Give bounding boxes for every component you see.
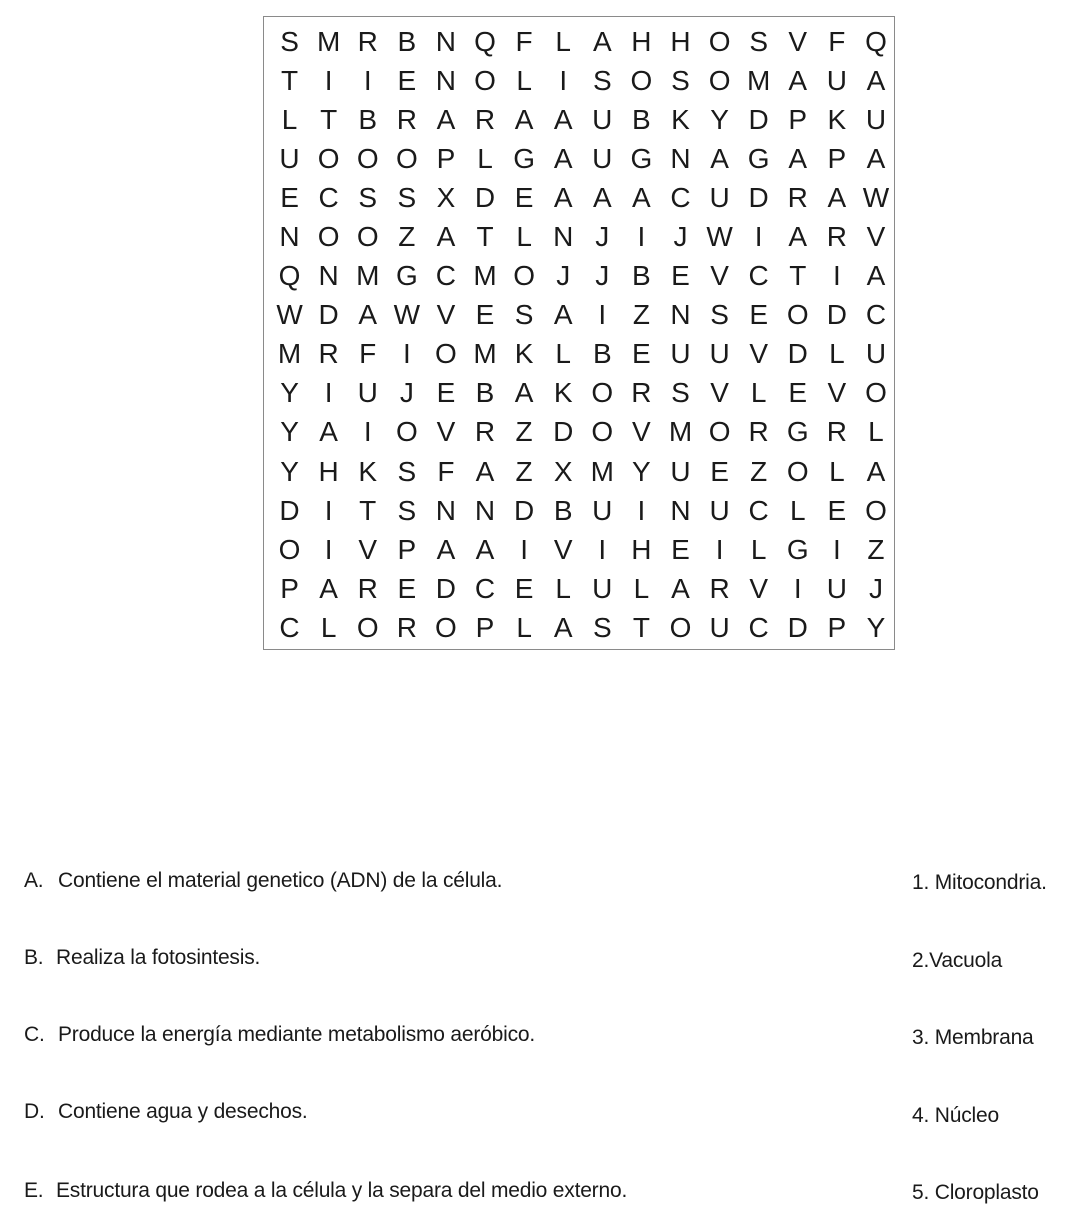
grid-letter: I — [363, 64, 372, 96]
grid-letter: L — [555, 572, 571, 604]
grid-letter: A — [553, 181, 573, 213]
grid-letter: A — [436, 221, 456, 253]
grid-letter: L — [555, 25, 571, 57]
grid-letter: B — [632, 260, 651, 292]
grid-letter: A — [553, 103, 573, 135]
grid-letter: E — [827, 494, 847, 526]
grid-letter: K — [514, 338, 534, 370]
grid-letter: I — [598, 299, 607, 331]
grid-letter: V — [710, 377, 729, 409]
grid-letter: O — [278, 533, 301, 565]
grid-letter: A — [592, 181, 612, 213]
grid-letter: B — [632, 103, 651, 135]
grid-letter: V — [749, 338, 769, 370]
grid-letter: A — [475, 455, 495, 487]
grid-letter: Q — [278, 260, 301, 292]
grid-letter: L — [633, 572, 650, 604]
grid-letter: F — [437, 455, 455, 487]
grid-letter: E — [475, 299, 495, 331]
grid-letter: T — [280, 64, 299, 96]
grid-letter: R — [709, 572, 730, 604]
grid-letter: U — [865, 338, 887, 370]
grid-letter: J — [595, 260, 610, 292]
grid-letter: U — [709, 494, 730, 526]
grid-letter: P — [436, 142, 456, 174]
grid-letter: V — [749, 572, 769, 604]
grid-letter: I — [598, 533, 607, 565]
grid-letter: Y — [280, 455, 299, 487]
grid-letter: H — [670, 25, 691, 57]
grid-letter: P — [827, 142, 847, 174]
grid-letter: P — [280, 572, 299, 604]
grid-letter: N — [670, 142, 691, 174]
grid-letter: A — [671, 572, 690, 604]
grid-letter: O — [356, 142, 379, 174]
grid-letter: Z — [867, 533, 885, 565]
grid-letter: I — [637, 221, 646, 253]
grid-letter: O — [708, 25, 731, 57]
grid-letter: O — [317, 142, 340, 174]
clue-text: Estructura que rodea a la célula y la separa del medio externo. — [56, 1179, 628, 1202]
grid-letter: P — [827, 611, 847, 643]
grid-letter: T — [632, 611, 650, 643]
grid-letter: A — [788, 142, 808, 174]
clue-text: Realiza la fotosintesis. — [56, 946, 261, 969]
grid-letter: A — [632, 181, 651, 213]
grid-letter: A — [514, 377, 534, 409]
clue-b — [24, 946, 260, 970]
grid-letter: Y — [632, 455, 651, 487]
grid-letter: U — [709, 181, 730, 213]
grid-letter: A — [788, 221, 808, 253]
grid-letter: Y — [866, 611, 886, 643]
grid-letter: G — [747, 142, 770, 174]
grid-letter: C — [748, 494, 769, 526]
grid-letter: R — [396, 611, 417, 643]
grid-letter: H — [631, 25, 652, 57]
grid-letter: O — [435, 338, 457, 370]
grid-letter: U — [670, 455, 691, 487]
grid-letter: O — [395, 142, 418, 174]
grid-letter: J — [399, 377, 414, 409]
grid-letter: K — [671, 103, 690, 135]
grid-letter: I — [715, 533, 724, 565]
grid-letter: X — [553, 455, 573, 487]
grid-letter: Z — [632, 299, 650, 331]
grid-letter: T — [359, 494, 377, 526]
grid-letter: S — [592, 611, 612, 643]
grid-letter: E — [632, 338, 651, 370]
grid-letter: E — [671, 533, 690, 565]
grid-letter: L — [750, 533, 767, 565]
grid-letter: D — [748, 103, 769, 135]
grid-letter: I — [559, 64, 568, 96]
grid-letter: N — [279, 221, 300, 253]
grid-letter: U — [670, 338, 691, 370]
grid-letter: M — [473, 338, 497, 370]
grid-letter: S — [671, 64, 690, 96]
grid-letter: Z — [398, 221, 416, 253]
grid-letter: C — [865, 299, 887, 331]
grid-letter: I — [637, 494, 646, 526]
grid-letter: D — [826, 299, 847, 331]
answer-5: 5. Cloroplasto — [912, 1181, 1039, 1204]
grid-letter: U — [357, 377, 378, 409]
grid-letter: W — [706, 221, 733, 253]
grid-letter: F — [828, 25, 846, 57]
grid-letter: R — [474, 103, 496, 135]
grid-letter: R — [748, 416, 769, 448]
grid-letter: E — [514, 181, 534, 213]
grid-letter: T — [789, 260, 807, 292]
grid-letter: Z — [750, 455, 768, 487]
grid-letter: O — [317, 221, 340, 253]
grid-letter: R — [826, 416, 847, 448]
grid-letter: R — [396, 103, 417, 135]
grid-letter: L — [750, 377, 767, 409]
grid-letter: M — [356, 260, 380, 292]
answer-4: 4. Núcleo — [912, 1104, 999, 1127]
grid-letter: R — [826, 221, 847, 253]
grid-letter: C — [474, 572, 496, 604]
grid-letter: A — [358, 299, 378, 331]
grid-letter: M — [277, 338, 302, 370]
grid-letter: J — [673, 221, 688, 253]
grid-letter: D — [318, 299, 339, 331]
grid-letter: L — [829, 338, 845, 370]
grid-letter: A — [514, 103, 534, 135]
answer-2: 2.Vacuola — [912, 949, 1003, 972]
grid-letter: B — [553, 494, 573, 526]
grid-letter: S — [358, 181, 378, 213]
grid-letter: S — [280, 25, 299, 57]
grid-letter: S — [671, 377, 690, 409]
grid-letter: A — [553, 299, 573, 331]
grid-letter: S — [710, 299, 729, 331]
grid-letter: H — [631, 533, 652, 565]
grid-letter: E — [436, 377, 456, 409]
grid-letter: A — [319, 572, 338, 604]
grid-letter: O — [708, 64, 731, 96]
word-search-puzzle — [263, 16, 895, 650]
grid-letter: S — [397, 455, 417, 487]
grid-letter: K — [553, 377, 573, 409]
grid-letter: R — [357, 25, 378, 57]
grid-letter: V — [436, 416, 456, 448]
grid-letter: E — [397, 572, 417, 604]
grid-letter: N — [435, 25, 457, 57]
grid-letter: L — [320, 611, 337, 643]
grid-letter: R — [631, 377, 652, 409]
grid-letter: E — [788, 377, 808, 409]
grid-letter: S — [749, 25, 769, 57]
grid-letter: F — [515, 25, 533, 57]
grid-letter: I — [832, 533, 841, 565]
grid-letter: M — [473, 260, 497, 292]
grid-letter: A — [436, 103, 456, 135]
grid-letter: O — [356, 611, 379, 643]
grid-letter: L — [281, 103, 298, 135]
grid-letter: K — [358, 455, 378, 487]
grid-letter: L — [789, 494, 806, 526]
grid-letter: U — [826, 572, 847, 604]
grid-letter: U — [592, 494, 613, 526]
grid-letter: U — [709, 611, 730, 643]
grid-letter: I — [324, 64, 333, 96]
grid-letter: I — [324, 377, 333, 409]
grid-letter: N — [553, 221, 574, 253]
grid-letter: Y — [280, 416, 299, 448]
grid-letter: N — [435, 64, 457, 96]
grid-letter: I — [402, 338, 411, 370]
grid-letter: J — [556, 260, 571, 292]
grid-letter: O — [591, 416, 614, 448]
grid-letter: O — [591, 377, 614, 409]
grid-letter: P — [788, 103, 808, 135]
grid-letter: J — [595, 221, 610, 253]
grid-letter: B — [397, 25, 417, 57]
grid-letter: Y — [710, 103, 729, 135]
grid-letter: U — [279, 142, 300, 174]
grid-letter: O — [630, 64, 653, 96]
grid-letter: L — [555, 338, 571, 370]
grid-letter: K — [827, 103, 847, 135]
grid-letter: E — [671, 260, 690, 292]
grid-letter: N — [670, 494, 691, 526]
clue-e — [24, 1179, 627, 1203]
grid-letter: I — [324, 494, 333, 526]
grid-letter: I — [324, 533, 333, 565]
grid-letter: L — [516, 221, 532, 253]
clue-letter: A. — [24, 869, 44, 892]
grid-letter: V — [553, 533, 573, 565]
grid-letter: P — [475, 611, 495, 643]
grid-letter: S — [592, 64, 612, 96]
grid-letter: N — [474, 494, 496, 526]
grid-letter: R — [318, 338, 339, 370]
grid-letter: A — [710, 142, 729, 174]
grid-letter: U — [592, 572, 613, 604]
grid-letter: A — [827, 181, 847, 213]
grid-letter: V — [827, 377, 847, 409]
grid-letter: L — [829, 455, 845, 487]
grid-letter: S — [514, 299, 534, 331]
grid-letter: V — [632, 416, 651, 448]
grid-letter: V — [866, 221, 886, 253]
grid-letter: L — [477, 142, 493, 174]
grid-letter: L — [516, 611, 532, 643]
grid-letter: R — [474, 416, 496, 448]
grid-letter: O — [474, 64, 496, 96]
letter-grid — [270, 22, 896, 648]
grid-letter: M — [747, 64, 771, 96]
grid-letter: I — [832, 260, 841, 292]
grid-letter: Q — [474, 25, 496, 57]
grid-letter: O — [356, 221, 379, 253]
grid-letter: I — [363, 416, 372, 448]
grid-letter: R — [357, 572, 378, 604]
grid-letter: D — [279, 494, 300, 526]
grid-letter: F — [359, 338, 377, 370]
answer-1: 1. Mitocondria. — [912, 871, 1047, 894]
clue-letter: B. — [24, 946, 44, 969]
grid-letter: N — [435, 494, 457, 526]
grid-letter: C — [748, 611, 769, 643]
grid-letter: V — [788, 25, 808, 57]
grid-letter: R — [787, 181, 808, 213]
grid-letter: T — [320, 103, 338, 135]
grid-letter: N — [318, 260, 339, 292]
clue-letter: D. — [24, 1100, 45, 1123]
grid-letter: U — [865, 103, 887, 135]
grid-letter: T — [476, 221, 494, 253]
grid-letter: W — [393, 299, 421, 331]
grid-letter: I — [793, 572, 802, 604]
grid-letter: A — [436, 533, 456, 565]
grid-letter: B — [358, 103, 378, 135]
grid-letter: A — [553, 142, 573, 174]
grid-letter: G — [630, 142, 653, 174]
grid-letter: A — [475, 533, 495, 565]
grid-letter: A — [553, 611, 573, 643]
grid-letter: A — [866, 142, 886, 174]
grid-letter: Z — [515, 416, 533, 448]
grid-letter: X — [436, 181, 456, 213]
clue-d — [24, 1100, 308, 1124]
grid-letter: D — [513, 494, 535, 526]
grid-letter: O — [669, 611, 692, 643]
grid-letter: C — [670, 181, 691, 213]
grid-letter: A — [866, 64, 886, 96]
grid-letter: A — [866, 455, 886, 487]
grid-letter: U — [826, 64, 847, 96]
grid-letter: O — [708, 416, 731, 448]
grid-letter: M — [668, 416, 693, 448]
grid-letter: O — [786, 299, 809, 331]
grid-letter: Y — [280, 377, 299, 409]
grid-letter: D — [787, 338, 808, 370]
grid-letter: Z — [515, 455, 533, 487]
grid-letter: L — [868, 416, 884, 448]
grid-letter: C — [279, 611, 300, 643]
clue-text: Produce la energía mediante metabolismo aeróbico. — [58, 1023, 535, 1046]
clue-a — [24, 869, 502, 893]
grid-letter: G — [786, 416, 809, 448]
grid-letter: O — [513, 260, 535, 292]
grid-letter: V — [358, 533, 378, 565]
grid-letter: N — [670, 299, 691, 331]
grid-letter: E — [397, 64, 417, 96]
grid-letter: P — [397, 533, 417, 565]
grid-letter: D — [748, 181, 769, 213]
clue-c — [24, 1023, 535, 1047]
grid-letter: U — [592, 103, 613, 135]
grid-letter: H — [318, 455, 339, 487]
grid-letter: C — [318, 181, 339, 213]
grid-letter: B — [592, 338, 612, 370]
grid-letter: I — [520, 533, 528, 565]
grid-letter: O — [435, 611, 457, 643]
grid-letter: D — [553, 416, 574, 448]
grid-letter: J — [868, 572, 883, 604]
grid-letter: A — [319, 416, 338, 448]
grid-letter: M — [590, 455, 614, 487]
grid-letter: B — [475, 377, 495, 409]
grid-letter: G — [786, 533, 809, 565]
grid-letter: C — [748, 260, 769, 292]
clue-text: Contiene agua y desechos. — [58, 1100, 308, 1123]
grid-letter: E — [710, 455, 729, 487]
grid-letter: W — [862, 181, 890, 213]
grid-letter: A — [866, 260, 886, 292]
clue-letter: C. — [24, 1023, 45, 1046]
grid-letter: V — [710, 260, 729, 292]
grid-letter: D — [787, 611, 808, 643]
grid-letter: O — [395, 416, 418, 448]
grid-letter: O — [786, 455, 809, 487]
grid-letter: O — [865, 494, 887, 526]
grid-letter: G — [395, 260, 418, 292]
grid-letter: E — [749, 299, 769, 331]
grid-letter: U — [592, 142, 613, 174]
clue-text: Contiene el material genetico (ADN) de la célula. — [58, 869, 503, 892]
grid-letter: E — [514, 572, 534, 604]
grid-letter: E — [280, 181, 299, 213]
grid-letter: G — [513, 142, 535, 174]
grid-letter: D — [474, 181, 496, 213]
grid-letter: O — [865, 377, 887, 409]
grid-letter: A — [788, 64, 808, 96]
grid-letter: D — [435, 572, 457, 604]
grid-letter: V — [436, 299, 456, 331]
grid-letter: M — [316, 25, 341, 57]
grid-letter: L — [516, 64, 532, 96]
grid-letter: S — [397, 494, 417, 526]
answer-3: 3. Membrana — [912, 1026, 1034, 1049]
grid-letter: C — [435, 260, 457, 292]
grid-letter: Q — [865, 25, 887, 57]
grid-letter: S — [397, 181, 417, 213]
grid-letter: W — [276, 299, 303, 331]
grid-letter: A — [592, 25, 612, 57]
clue-letter: E. — [24, 1179, 44, 1202]
grid-letter: I — [754, 221, 763, 253]
grid-letter: U — [709, 338, 730, 370]
